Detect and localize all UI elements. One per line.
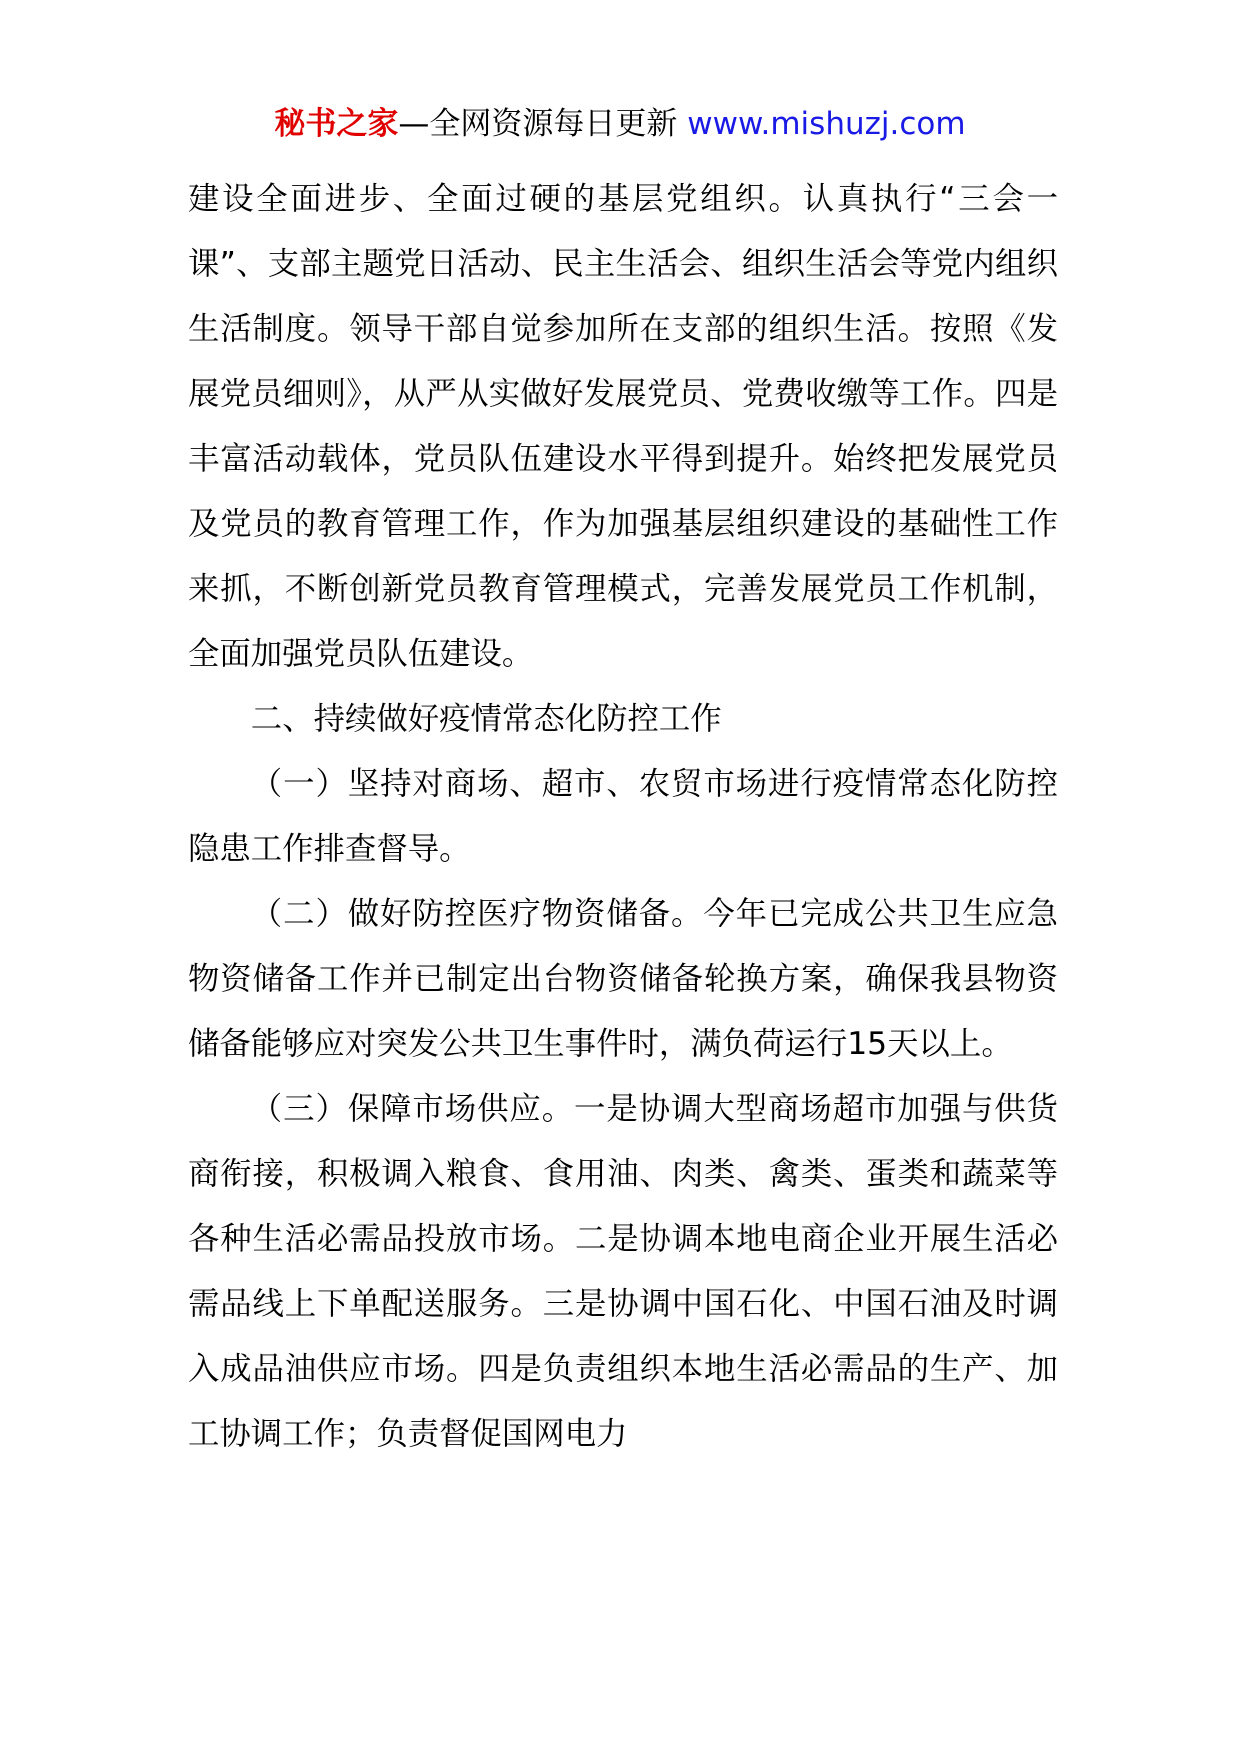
paragraph-item-1: （一）坚持对商场、超市、农贸市场进行疫情常态化防控隐患工作排查督导。 (188, 766, 1058, 867)
page-header (0, 102, 1240, 146)
site-brand: 秘书之家 (274, 106, 399, 142)
paragraph-continuation: 建设全面进步、全面过硬的基层党组织。认真执行“三会一课”、支部主题党日活动、民主生活会、组织生活会等党内组织生活制度。领导干部自觉参加所在支部的组织生活。按照《发展党员细则》，从严从实做好发展党员、党费收缴等工作。四是丰富活动载体，党员队伍建设水平得到提升。始终把发展党员及党员的教育管理工作，作为加强基层组织建设的基础性工作来抓，不断创新党员教育管理模式，完善发展党员工作机制，全面加强党员队伍建设。 (188, 181, 1058, 672)
paragraph-item-2: （二）做好防控医疗物资储备。今年已完成公共卫生应急物资储备工作并已制定出台物资储备轮换方案，确保我县物资储备能够应对突发公共卫生事件时，满负荷运行15天以上。 (188, 896, 1058, 1062)
document-body (188, 167, 1058, 1467)
site-url-link[interactable]: www.mishuzj.com (687, 106, 966, 142)
section-heading: 二、持续做好疫情常态化防控工作 (250, 701, 722, 737)
paragraph-item-3: （三）保障市场供应。一是协调大型商场超市加强与供货商衔接，积极调入粮食、食用油、肉类、禽类、蛋类和蔬菜等各种生活必需品投放市场。二是协调本地电商企业开展生活必需品线上下单配送服务。三是协调中国石化、中国石油及时调入成品油供应市场。四是负责组织本地生活必需品的生产、加工协调工作；负责督促国网电力 (188, 1091, 1058, 1452)
site-tagline: —全网资源每日更新 (398, 106, 688, 142)
